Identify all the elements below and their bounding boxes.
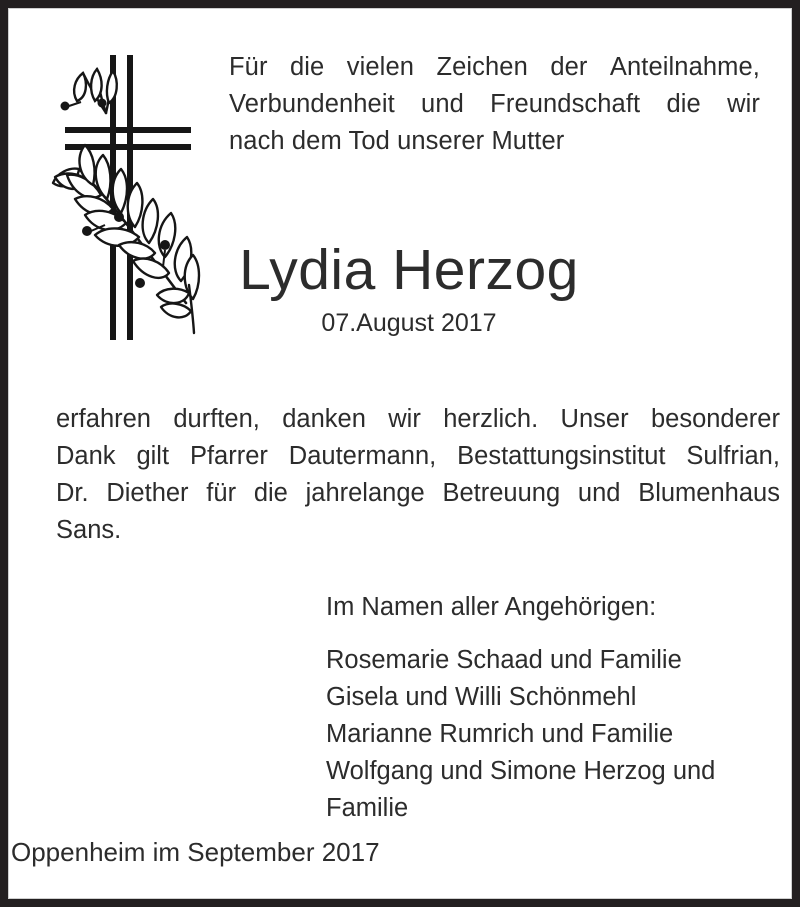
deceased-date: 07.August 2017 bbox=[321, 309, 497, 337]
intro-word: Für bbox=[229, 53, 268, 81]
thanks-word: Dr. bbox=[56, 479, 89, 507]
thanks-line-3 bbox=[56, 475, 780, 512]
thanks-word: durften, bbox=[173, 405, 260, 433]
notice-inner-area bbox=[8, 8, 792, 899]
family-members-list bbox=[326, 642, 715, 827]
intro-line-3: nach dem Tod unserer Mutter bbox=[229, 127, 565, 155]
thanks-word: gilt bbox=[136, 442, 170, 470]
thanks-word: erfahren bbox=[56, 405, 151, 433]
intro-line-1 bbox=[229, 49, 760, 86]
intro-word: der bbox=[550, 53, 588, 81]
thanks-word: Betreuung bbox=[442, 479, 561, 507]
deceased-block bbox=[17, 237, 792, 339]
deceased-name: Lydia Herzog bbox=[239, 238, 579, 302]
thanks-word: Pfarrer bbox=[189, 442, 268, 470]
thanks-word: Unser bbox=[560, 405, 629, 433]
family-member: Wolfgang und Simone Herzog und bbox=[326, 757, 716, 785]
thanks-word: Dank bbox=[56, 442, 116, 470]
thanks-word: danken bbox=[282, 405, 366, 433]
intro-word: Verbundenheit bbox=[229, 90, 395, 118]
family-member: Marianne Rumrich und Familie bbox=[326, 720, 674, 748]
family-member: Gisela und Willi Schönmehl bbox=[326, 683, 637, 711]
thanks-word: Diether bbox=[106, 479, 189, 507]
intro-word: Zeichen bbox=[436, 53, 528, 81]
family-header: Im Namen aller Angehörigen: bbox=[326, 593, 657, 621]
intro-word: vielen bbox=[346, 53, 415, 81]
thanks-word: jahrelange bbox=[305, 479, 425, 507]
thanks-line-4: Sans. bbox=[56, 516, 122, 544]
intro-word: Anteilnahme, bbox=[609, 53, 760, 81]
family-member: Familie bbox=[326, 794, 409, 822]
thanks-word: für bbox=[206, 479, 237, 507]
thanks-line-1 bbox=[56, 401, 780, 438]
family-member: Rosemarie Schaad und Familie bbox=[326, 646, 682, 674]
intro-paragraph bbox=[229, 49, 760, 160]
intro-word: wir bbox=[727, 90, 760, 118]
thanks-word: besonderer bbox=[650, 405, 780, 433]
intro-word: die bbox=[290, 53, 325, 81]
thanks-word: Bestattungsinstitut bbox=[457, 442, 666, 470]
thanks-word: herzlich. bbox=[443, 405, 539, 433]
thanks-word: Blumenhaus bbox=[638, 479, 780, 507]
intro-word: Freundschaft bbox=[490, 90, 641, 118]
family-block bbox=[326, 589, 715, 827]
thanks-word: die bbox=[253, 479, 288, 507]
thanks-paragraph bbox=[56, 401, 780, 549]
thanks-word: und bbox=[577, 479, 621, 507]
thanks-word: Dautermann, bbox=[288, 442, 437, 470]
intro-word: und bbox=[421, 90, 464, 118]
intro-line-2 bbox=[229, 86, 760, 123]
intro-word: die bbox=[666, 90, 701, 118]
place-and-date: Oppenheim im September 2017 bbox=[11, 837, 380, 867]
thanks-word: Sulfrian, bbox=[686, 442, 780, 470]
thanks-line-2 bbox=[56, 438, 780, 475]
thanks-word: wir bbox=[388, 405, 421, 433]
